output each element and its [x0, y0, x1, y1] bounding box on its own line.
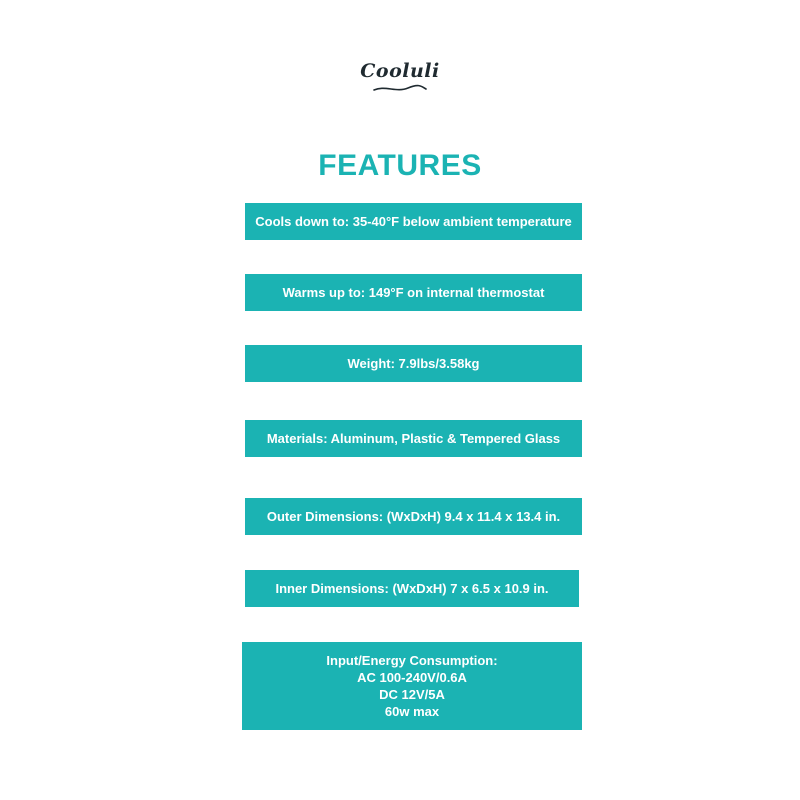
feature-outer-dimensions: Outer Dimensions: (WxDxH) 9.4 x 11.4 x 13.4 in.	[245, 498, 582, 535]
power-label: Input/Energy Consumption:	[326, 653, 498, 668]
wave-swoosh-icon	[370, 84, 430, 94]
feature-inner-dimensions: Inner Dimensions: (WxDxH) 7 x 6.5 x 10.9 in.	[245, 570, 579, 607]
brand-logo-text: Cooluli	[360, 60, 440, 82]
power-line-ac: AC 100-240V/0.6A	[357, 670, 467, 685]
brand-logo	[350, 58, 450, 98]
feature-warming: Warms up to: 149°F on internal thermostat	[245, 274, 582, 311]
feature-weight: Weight: 7.9lbs/3.58kg	[245, 345, 582, 382]
power-line-dc: DC 12V/5A	[379, 687, 445, 702]
page-title: FEATURES	[318, 149, 482, 182]
feature-materials: Materials: Aluminum, Plastic & Tempered Glass	[245, 420, 582, 457]
power-line-max: 60w max	[384, 704, 440, 719]
feature-cooling: Cools down to: 35-40°F below ambient temperature	[245, 203, 582, 240]
feature-power	[242, 642, 582, 730]
